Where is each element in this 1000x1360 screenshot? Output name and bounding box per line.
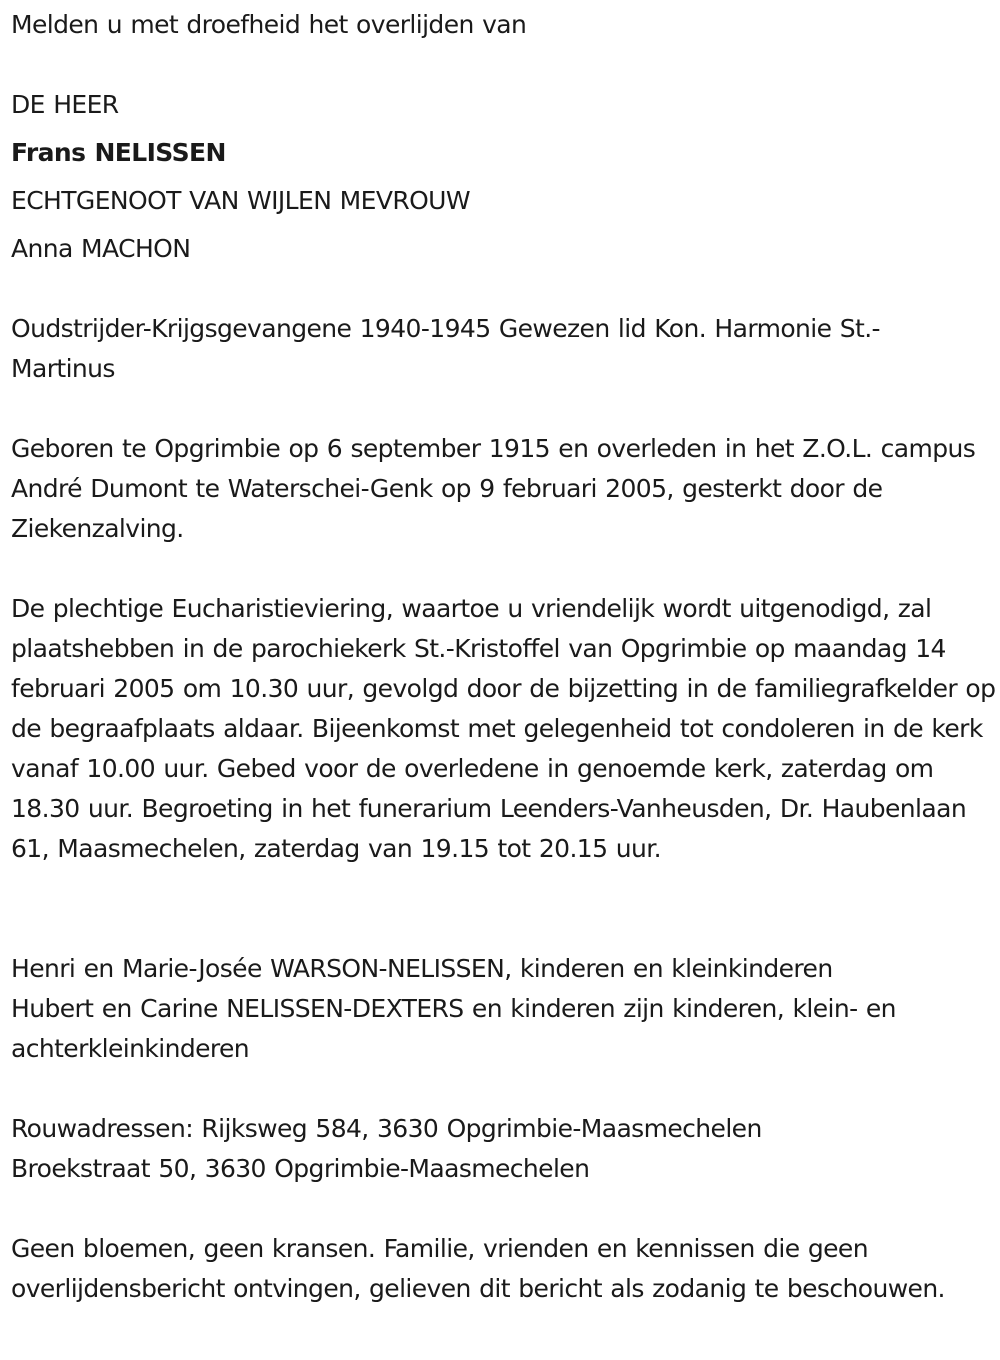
address-line-1: Rouwadressen: Rijksweg 584, 3630 Opgrimbie-Maasmechelen [11,1114,762,1143]
affiliation-paragraph: Oudstrijder-Krijgsgevangene 1940-1945 Gewezen lid Kon. Harmonie St.-Martinus [11,314,880,383]
family-line-1: Henri en Marie-Josée WARSON-NELISSEN, kinderen en kleinkinderen [11,954,833,983]
intro-text: Melden u met droefheid het overlijden van [11,10,527,39]
closing-paragraph: Geen bloemen, geen kransen. Familie, vrienden en kennissen die geen overlijdensbericht ontvingen, gelieven dit bericht als zodanig te beschouwen. [11,1234,945,1303]
deceased-name: Frans NELISSEN [11,138,226,167]
ceremony-paragraph: De plechtige Eucharistieviering, waartoe u vriendelijk wordt uitgenodigd, zal plaatshebben in de parochiekerk St.-Kristoffel van Opgrimbie op maandag 14 februari 2005 om 10.30 uur, gevolgd door de bijzetting in de familiegrafkelder op de begraafplaats aldaar. Bijeenkomst met gelegenheid tot condoleren in de kerk vanaf 10.00 uur. Gebed voor de overledene in genoemde kerk, zaterdag om 18.30 uur. Begroeting in het funerarium Leenders-Vanheusden, Dr. Haubenlaan 61, Maasmechelen, zaterdag van 19.15 tot 20.15 uur. [11,594,996,863]
addresses-block [11,1109,996,1189]
spouse-label: ECHTGENOOT VAN WIJLEN MEVROUW [11,186,470,215]
address-line-2: Broekstraat 50, 3630 Opgrimbie-Maasmechelen [11,1154,590,1183]
deceased-title: DE HEER [11,90,119,119]
spouse-name: Anna MACHON [11,234,191,263]
family-line-2: Hubert en Carine NELISSEN-DEXTERS en kinderen zijn kinderen, klein- en achterkleinkinderen [11,994,896,1063]
family-list [11,949,996,1069]
birth-death-paragraph: Geboren te Opgrimbie op 6 september 1915 en overleden in het Z.O.L. campus André Dumont te Waterschei-Genk op 9 februari 2005, gesterkt door de Ziekenzalving. [11,434,976,543]
